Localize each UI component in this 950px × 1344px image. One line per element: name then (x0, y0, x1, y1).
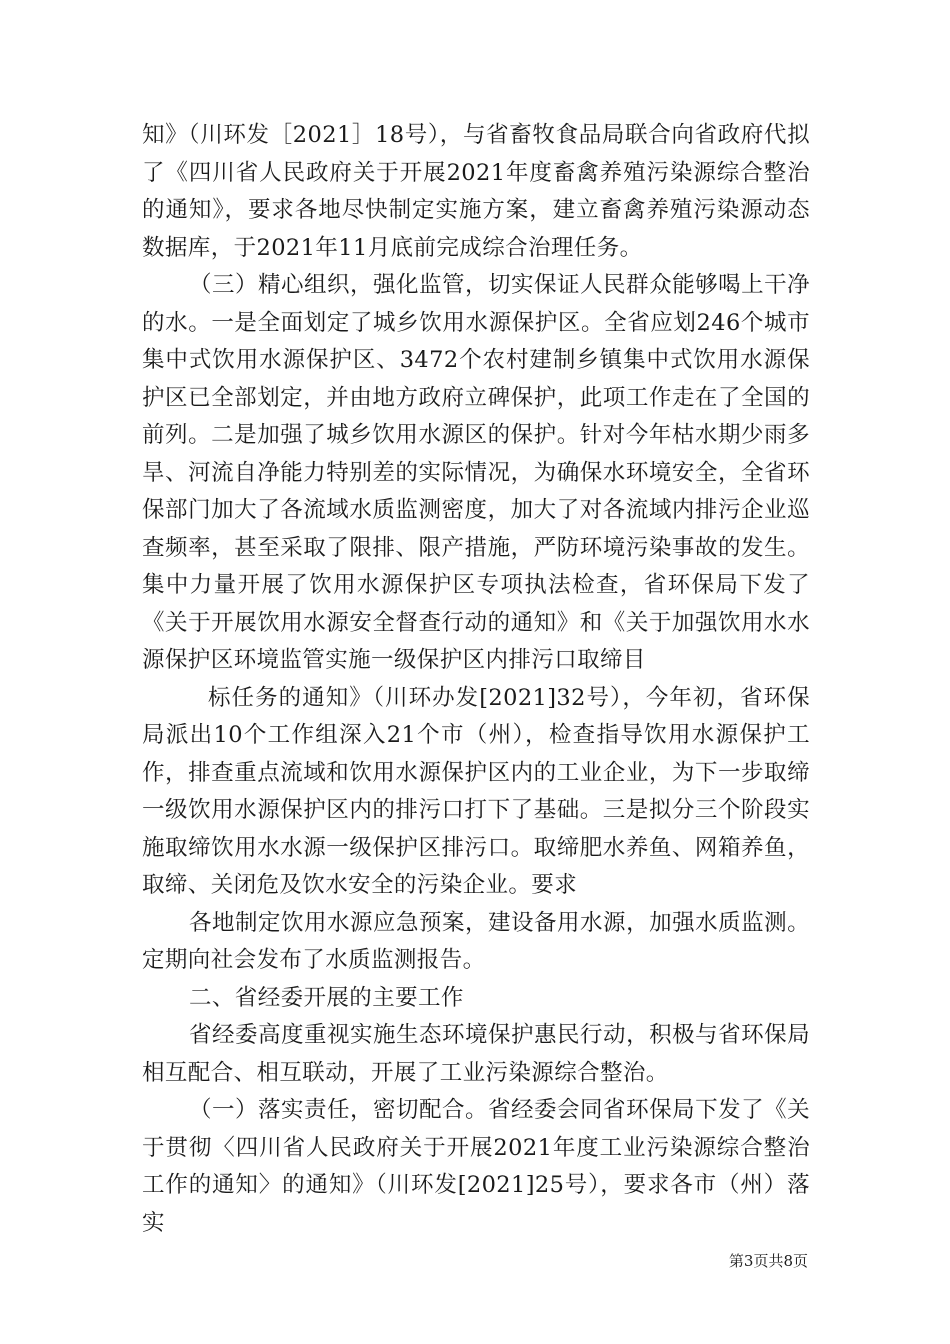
paragraph-6: （一）落实责任，密切配合。省经委会同省环保局下发了《关于贯彻〈四川省人民政府关于开展2021年度工业污染源综合整治工作的通知〉的通知》（川环发[2021]25号），要求各市（州）落实 (142, 1097, 810, 1236)
paragraph-4: 各地制定饮用水源应急预案，建设备用水源，加强水质监测。定期向社会发布了水质监测报告。 (142, 909, 810, 973)
paragraph-1: 知》（川环发［2021］18号），与省畜牧食品局联合向省政府代拟了《四川省人民政府关于开展2021年度畜禽养殖污染源综合整治的通知》，要求各地尽快制定实施方案，建立畜禽养殖污染源动态数据库，于2021年11月底前完成综合治理任务。 (142, 122, 810, 261)
paragraph-5: 省经委高度重视实施生态环境保护惠民行动，积极与省环保局相互配合、相互联动，开展了工业污染源综合整治。 (142, 1022, 810, 1086)
section-heading: 二、省经委开展的主要工作 (189, 984, 464, 1011)
document-body (142, 117, 810, 1242)
page-number: 第3页共8页 (728, 1252, 808, 1270)
paragraph-3: 标任务的通知》（川环办发[2021]32号），今年初，省环保局派出10个工作组深入21个市（州），检查指导饮用水源保护工作，排查重点流域和饮用水源保护区内的工业企业，为下一步取缔一级饮用水源保护区内的排污口打下了基础。三是拟分三个阶段实施取缔饮用水水源一级保护区排污口。取缔肥水养鱼、网箱养鱼，取缔、关闭危及饮水安全的污染企业。要求 (142, 684, 810, 898)
paragraph-2: （三）精心组织，强化监管，切实保证人民群众能够喝上干净的水。一是全面划定了城乡饮用水源保护区。全省应划246个城市集中式饮用水源保护区、3472个农村建制乡镇集中式饮用水源保护区已全部划定，并由地方政府立碑保护，此项工作走在了全国的前列。二是加强了城乡饮用水源区的保护。针对今年枯水期少雨多旱、河流自净能力特别差的实际情况，为确保水环境安全，全省环保部门加大了各流域水质监测密度，加大了对各流域内排污企业巡查频率，甚至采取了限排、限产措施，严防环境污染事故的发生。集中力量开展了饮用水源保护区专项执法检查，省环保局下发了《关于开展饮用水源安全督查行动的通知》和《关于加强饮用水水源保护区环境监管实施一级保护区内排污口取缔目 (142, 272, 810, 673)
